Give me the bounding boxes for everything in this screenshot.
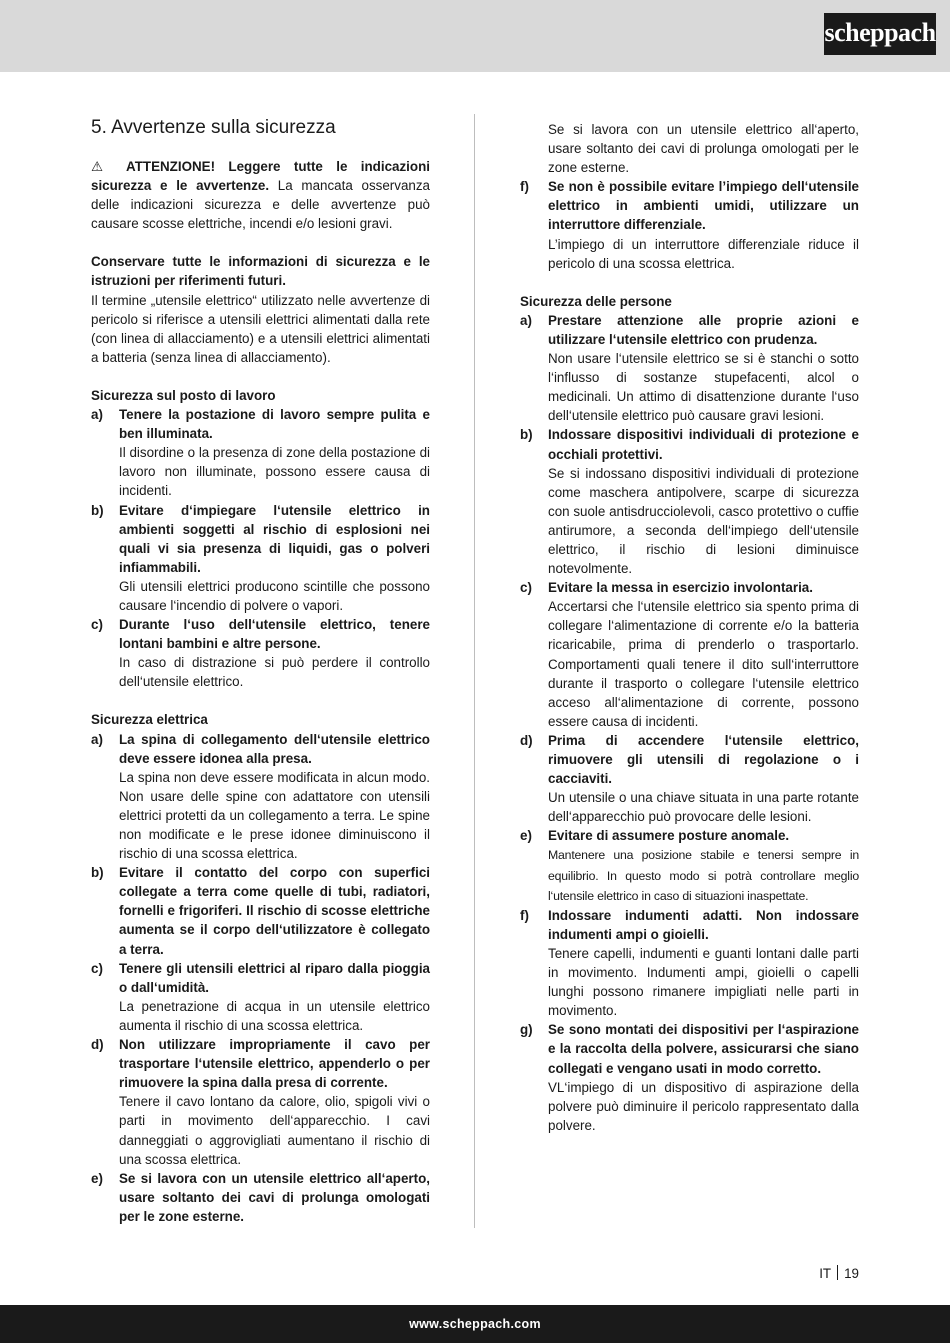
left-column xyxy=(91,116,430,1226)
item-body xyxy=(119,501,430,616)
warning-bold: ATTENZIONE! Leggere tutte le indicazioni sicurezza e le avvertenze. xyxy=(91,159,430,194)
list-item xyxy=(520,120,859,177)
electrical-list xyxy=(91,730,430,1226)
item-body xyxy=(119,959,430,1035)
item-text: Tenere capelli, indumenti e guanti lontani dalle parti in movimento. Indumenti ampi, gioielli o capelli lunghi possono rimanere impigliati nelle parti in movimento. xyxy=(548,945,859,1019)
item-text: Il disordine o la presenza di zone della postazione di lavoro non illuminate, possono essere causa di incidenti. xyxy=(119,445,430,499)
item-body xyxy=(119,615,430,691)
item-label: a) xyxy=(91,731,103,747)
item-body xyxy=(119,730,430,864)
item-bold: Evitare d‘impiegare l‘utensile elettrico in ambienti soggetti al rischio di esplosioni nei quali vi sia presenza di liquidi, gas o polveri infiammabili. xyxy=(119,502,430,575)
list-item xyxy=(91,959,430,1035)
item-body xyxy=(548,177,859,272)
list-item xyxy=(520,826,859,905)
item-text: La spina non deve essere modificata in alcun modo. Non usare delle spine con adattatore con utensili elettrici protetti da un collegamento a terra. Le spine non modificate e le prese idonee diminuiscono il rischio di una scossa elettrica. xyxy=(119,769,430,862)
item-bold: La spina di collegamento dell‘utensile elettrico deve essere idonea alla presa. xyxy=(119,731,430,766)
list-item xyxy=(91,405,430,500)
item-body xyxy=(548,731,859,826)
list-item xyxy=(520,578,859,731)
item-label: c) xyxy=(520,580,532,596)
item-bold: Evitare di assumere posture anomale. xyxy=(548,828,790,844)
list-item xyxy=(91,730,430,864)
item-text: Gli utensili elettrici producono scintille che possono causare l‘incendio di polvere o vapori. xyxy=(119,578,430,613)
item-bold: Evitare la messa in esercizio involontaria. xyxy=(548,580,813,596)
item-label: e) xyxy=(91,1170,103,1186)
item-body xyxy=(119,405,430,500)
keep-instructions: Conservare tutte le informazioni di sicurezza e le istruzioni per riferimenti futuri. xyxy=(91,254,430,289)
item-label: b) xyxy=(520,427,533,443)
item-body xyxy=(548,826,859,905)
item-label: c) xyxy=(91,960,103,976)
column-divider xyxy=(474,114,475,1228)
item-bold: Durante l‘uso dell‘utensile elettrico, tenere lontani bambini e altre persone. xyxy=(119,617,430,652)
list-item xyxy=(520,731,859,826)
scheppach-logo: scheppach xyxy=(824,13,936,55)
right-column xyxy=(520,120,859,1135)
item-label: a) xyxy=(520,312,532,328)
item-label: a) xyxy=(91,407,103,423)
item-label: c) xyxy=(91,617,103,633)
item-label: f) xyxy=(520,179,529,195)
item-bold: Non utilizzare impropriamente il cavo per trasportare l‘utensile elettrico, appenderlo o per rimuovere la spina dalla presa di corrente. xyxy=(119,1037,430,1091)
list-item xyxy=(91,1169,430,1226)
item-label: b) xyxy=(91,502,104,518)
item-text: Se si indossano dispositivi individuali di protezione come maschera antipolvere, scarpe di sicurezza con suole antisdrucciolevoli, casco protettivo o cuffie antirumore, a seconda dell‘impiego dell‘utensile elettrico, il rischio di lesioni diminuisce notevolmente. xyxy=(548,465,859,577)
term-definition: Il termine „utensile elettrico“ utilizzato nelle avvertenze di pericolo si riferisce a utensili elettrici alimentati dalla rete (con linea di allacciamento) e a utensili elettrici alimentati a batteria (senza linea di allacciamento). xyxy=(91,292,430,365)
warning-icon: ⚠ xyxy=(91,159,113,174)
item-label: d) xyxy=(520,732,533,748)
item-bold: Prima di accendere l‘utensile elettrico, rimuovere gli utensili di regolazione o i cacciaviti. xyxy=(548,732,859,787)
list-item xyxy=(520,311,859,426)
list-item xyxy=(520,1020,859,1135)
page-num: 19 xyxy=(844,1266,859,1281)
item-bold: Indossare dispositivi individuali di protezione e occhiali protettivi. xyxy=(548,427,859,462)
item-text: L’impiego di un interruttore differenziale riduce il pericolo di una scossa elettrica. xyxy=(548,236,859,271)
item-text: Non usare l‘utensile elettrico se si è stanchi o sotto l‘influsso di sostanze stupefacenti, alcol o medicinali. Un attimo di disattenzione durante l‘uso dell‘utensile elettrico può causare gravi lesioni. xyxy=(548,351,859,424)
item-text: In caso di distrazione si può perdere il controllo dell‘utensile elettrico. xyxy=(119,655,430,690)
item-bold: Prestare attenzione alle proprie azioni e utilizzare l‘utensile elettrico con prudenza. xyxy=(548,312,859,347)
list-item xyxy=(91,1035,430,1169)
item-text: La penetrazione di acqua in un utensile elettrico aumenta il rischio di una scossa elettrica. xyxy=(119,998,430,1033)
warning-text: La mancata osservanza delle indicazioni sicurezza e delle avvertenze può causare scosse elettriche, incendi e/o lesioni gravi. xyxy=(91,178,430,232)
item-text: VL‘impiego di un dispositivo di aspirazione della polvere può diminuire il pericolo rappresentato dalla polvere. xyxy=(548,1079,859,1133)
page-number xyxy=(819,1265,859,1281)
list-item xyxy=(91,863,430,958)
item-bold: Tenere gli utensili elettrici al riparo dalla pioggia o dall‘umidità. xyxy=(119,960,430,995)
continuation-text: Se si lavora con un utensile elettrico all‘aperto, usare soltanto dei cavi di prolunga omologati per le zone esterne. xyxy=(548,122,859,176)
item-bold: Se sono montati dei dispositivi per l‘aspirazione e la raccolta della polvere, assicurarsi che siano collegati e vengano usati in modo corretto. xyxy=(548,1022,859,1076)
footer-url: www.scheppach.com xyxy=(409,1317,541,1331)
header-bar xyxy=(0,0,950,72)
item-body xyxy=(548,906,859,1021)
list-item xyxy=(91,615,430,691)
electrical-cont-list xyxy=(520,177,859,272)
list-item xyxy=(91,501,430,616)
item-label: b) xyxy=(91,865,104,881)
item-bold: Tenere la postazione di lavoro sempre pulita e ben illuminata. xyxy=(119,407,430,442)
page-lang: IT xyxy=(819,1266,832,1281)
section-title: 5. Avvertenze sulla sicurezza xyxy=(91,117,336,138)
footer-bar xyxy=(0,1305,950,1343)
item-body xyxy=(119,1035,430,1169)
persons-heading: Sicurezza delle persone xyxy=(520,293,672,309)
item-bold: Se non è possibile evitare l’impiego dell‘utensile elettrico in ambienti umidi, utilizzare un interruttore differenziale. xyxy=(548,179,859,233)
item-body xyxy=(119,1169,430,1226)
list-item xyxy=(520,425,859,578)
electrical-heading: Sicurezza elettrica xyxy=(91,712,208,728)
item-label: e) xyxy=(520,828,532,844)
persons-list xyxy=(520,311,859,1135)
item-bold: Evitare il contatto del corpo con superfici collegate a terra come quelle di tubi, radiatori, fornelli e frigoriferi. Il rischio di scosse elettriche aumenta se il corpo dell‘utilizzatore è collegato a terra. xyxy=(119,865,430,957)
item-text: Mantenere una posizione stabile e tenersi sempre in equilibrio. In questo modo si potrà controllare meglio l‘utensile elettrico in caso di situazioni inaspettate. xyxy=(548,848,859,903)
item-text: Accertarsi che l‘utensile elettrico sia spento prima di collegare l‘alimentazione di corrente e/o la batteria ricaricabile, prima di prenderlo o trasportarlo. Comportamenti quali tenere il dito sull‘interruttore durante il trasporto o collegare l‘utensile elettrico acceso all‘alimentazione di corrente, possono essere causa di incidenti. xyxy=(548,599,859,729)
item-label: f) xyxy=(520,907,529,923)
list-item xyxy=(520,177,859,272)
workplace-list xyxy=(91,405,430,691)
item-label: d) xyxy=(91,1037,104,1053)
item-label: g) xyxy=(520,1022,533,1038)
item-body xyxy=(548,578,859,731)
item-bold: Indossare indumenti adatti. Non indossare indumenti ampi o gioielli. xyxy=(548,907,859,942)
warning-paragraph xyxy=(91,157,430,233)
item-bold: Se si lavora con un utensile elettrico all‘aperto, usare soltanto dei cavi di prolunga omologati per le zone esterne. xyxy=(119,1170,430,1224)
item-body xyxy=(548,425,859,578)
list-item xyxy=(520,906,859,1021)
item-body xyxy=(548,311,859,426)
item-text: Un utensile o una chiave situata in una parte rotante dell‘apparecchio può provocare delle lesioni. xyxy=(548,790,859,825)
item-body xyxy=(548,1020,859,1135)
item-body xyxy=(119,863,430,958)
item-text: Tenere il cavo lontano da calore, olio, spigoli vivi o parti in movimento dell‘apparecchio. I cavi danneggiati o aggrovigliati aumentano il rischio di una scossa elettrica. xyxy=(119,1094,430,1167)
workplace-heading: Sicurezza sul posto di lavoro xyxy=(91,387,276,403)
